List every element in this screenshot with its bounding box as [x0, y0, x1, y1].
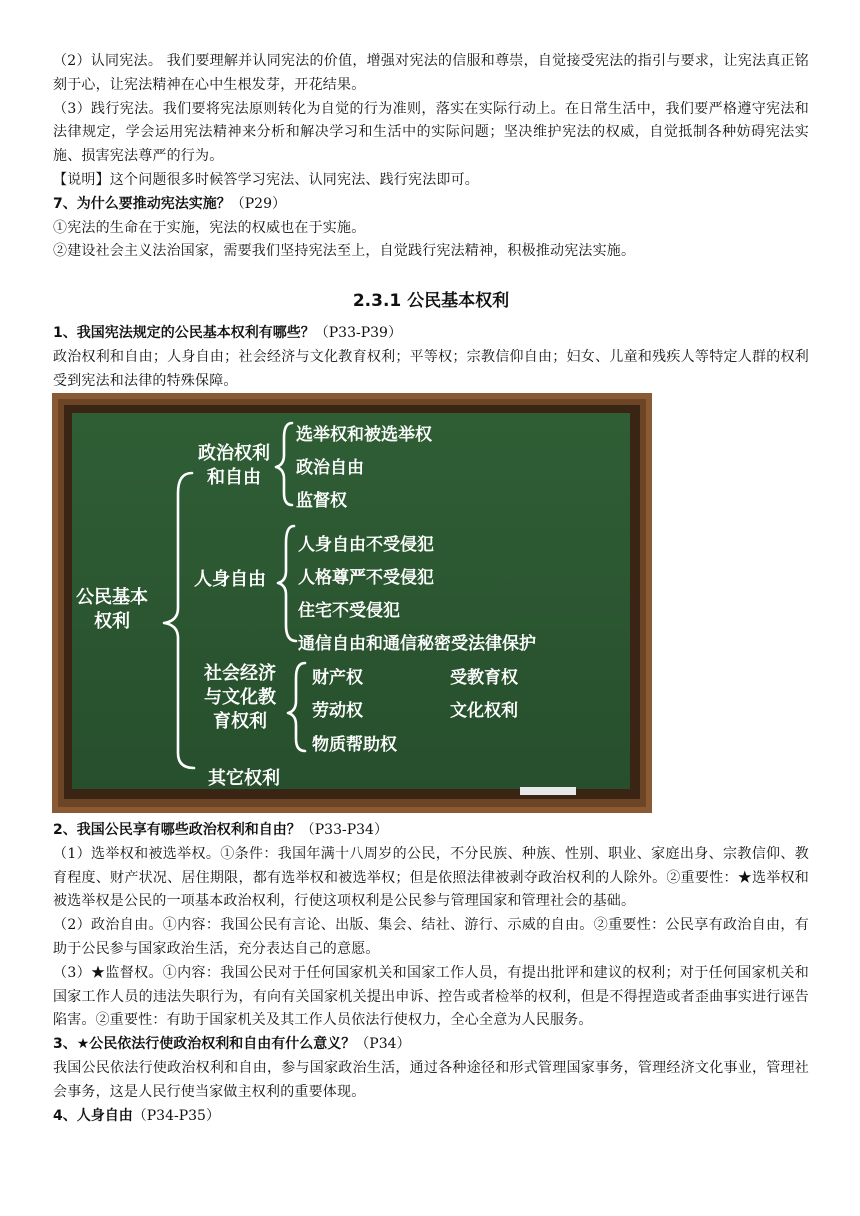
question-2-title: 2、我国公民享有哪些政治权利和自由？ — [53, 822, 301, 838]
group3-item-left-2: 劳动权 — [312, 701, 363, 721]
paragraph-identify-constitution: （2）认同宪法。 我们要理解并认同宪法的价值，增强对宪法的信服和尊崇，自觉接受宪法的指引与要求，让宪法真正铭刻于心，让宪法精神在心中生根发芽，开花结果。 — [53, 53, 809, 93]
group1-item-2: 政治自由 — [296, 458, 364, 478]
group3-item-left-3: 物质帮助权 — [312, 735, 397, 755]
group3-label-3: 育权利 — [213, 711, 267, 732]
group3-label-2: 与文化教 — [204, 687, 276, 708]
question-4-title: 4、人身自由 — [53, 1107, 133, 1124]
root-label-2: 权利 — [94, 611, 130, 632]
root-label-1: 公民基本 — [76, 587, 148, 608]
group2-item-1: 人身自由不受侵犯 — [298, 535, 434, 555]
group3-item-right-1: 受教育权 — [450, 668, 518, 688]
group3-label-1: 社会经济 — [204, 663, 276, 684]
group1-item-3: 监督权 — [296, 491, 347, 511]
question-1-heading — [53, 322, 809, 346]
group4-label: 其它权利 — [208, 768, 280, 789]
question-1-title: 1、我国宪法规定的公民基本权利有哪些？ — [53, 325, 315, 341]
group3-item-right-2: 文化权利 — [450, 701, 518, 721]
group1-label-1: 政治权利 — [198, 443, 270, 464]
question-7-ref: （P29） — [230, 195, 286, 212]
group1-item-1: 选举权和被选举权 — [296, 425, 432, 445]
group2-item-2: 人格尊严不受侵犯 — [298, 568, 434, 588]
group3-item-left-1: 财产权 — [312, 668, 363, 688]
question-4-heading — [53, 1105, 809, 1129]
question-3-ref: （P34） — [355, 1036, 411, 1053]
group2-item-4: 通信自由和通信秘密受法律保护 — [298, 634, 536, 654]
question-3-title: 3、★公民依法行使政治权利和自由有什么意义？ — [53, 1036, 356, 1053]
paragraph-practice-constitution: （3）践行宪法。我们要将宪法原则转化为自觉的行为准则，落实在实际行动上。在日常生活中，我们要严格遵守宪法和法律规定，学会运用宪法精神来分析和解决学习和生活中的实际问题；坚决维护宪法的权威，自觉抵制各种妨碍宪法实施、损害宪法尊严的行为。 — [53, 100, 809, 165]
question-4-ref: （P34-P35） — [132, 1107, 220, 1124]
question-2-answer-1: （1）选举权和被选举权。①条件：我国年满十八周岁的公民，不分民族、种族、性别、职业、家庭出身、宗教信仰、教育程度、财产状况、居住期限，都有选举权和被选举权；但是依照法律被剥夺政治权利的人除外。②重要性：★选举权和被选举权是公民的一项基本政治权利，行使这项权利是公民参与管理国家和管理社会的基础。 — [53, 845, 809, 910]
question-7-answer-2: ②建设社会主义法治国家，需要我们坚持宪法至上，自觉践行宪法精神，积极推动宪法实施。 — [53, 243, 636, 260]
section-title: 2.3.1 公民基本权利 — [352, 291, 510, 311]
question-7-answer-1: ①宪法的生命在于实施，宪法的权威也在于实施。 — [53, 219, 366, 236]
question-7-title: 7、为什么要推动宪法实施？ — [53, 195, 231, 212]
question-3-answer: 我国公民依法行使政治权利和自由，参与国家政治生活，通过各种途径和形式管理国家事务，管理经济文化事业，管理社会事务，这是人民行使当家做主权利的重要体现。 — [53, 1059, 809, 1100]
question-1-ref: （P33-P39） — [314, 325, 402, 341]
group2-item-3: 住宅不受侵犯 — [298, 601, 400, 621]
question-2-answer-2: （2）政治自由。①内容：我国公民有言论、出版、集会、结社、游行、示威的自由。②重要性：公民享有政治自由，有助于公民参与国家政治生活，充分表达自己的意愿。 — [53, 917, 809, 957]
chalkboard-mindmap — [52, 393, 652, 813]
chalk-eraser — [520, 787, 576, 795]
question-7-heading — [53, 193, 809, 217]
question-2-answer-3: （3）★监督权。①内容：我国公民对于任何国家机关和国家工作人员，有提出批评和建议的权利；对于任何国家机关和国家工作人员的违法失职行为，有向有关国家机关提出申诉、控告或者检举的权利，但是不得捏造或者歪曲事实进行诬告陷害。②重要性：有助于国家机关及其工作人员依法行使权力，全心全意为人民服务。 — [53, 964, 809, 1029]
question-2-ref: （P33-P34） — [300, 822, 388, 838]
question-3-heading — [53, 1033, 809, 1057]
question-2-heading — [53, 819, 809, 843]
paragraph-note: 【说明】这个问题很多时候答学习宪法、认同宪法、践行宪法即可。 — [53, 171, 479, 188]
group1-label-2: 和自由 — [207, 467, 261, 488]
group2-label: 人身自由 — [194, 569, 266, 590]
question-1-answer: 政治权利和自由；人身自由；社会经济与文化教育权利；平等权；宗教信仰自由；妇女、儿童和残疾人等特定人群的权利受到宪法和法律的特殊保障。 — [53, 348, 809, 389]
